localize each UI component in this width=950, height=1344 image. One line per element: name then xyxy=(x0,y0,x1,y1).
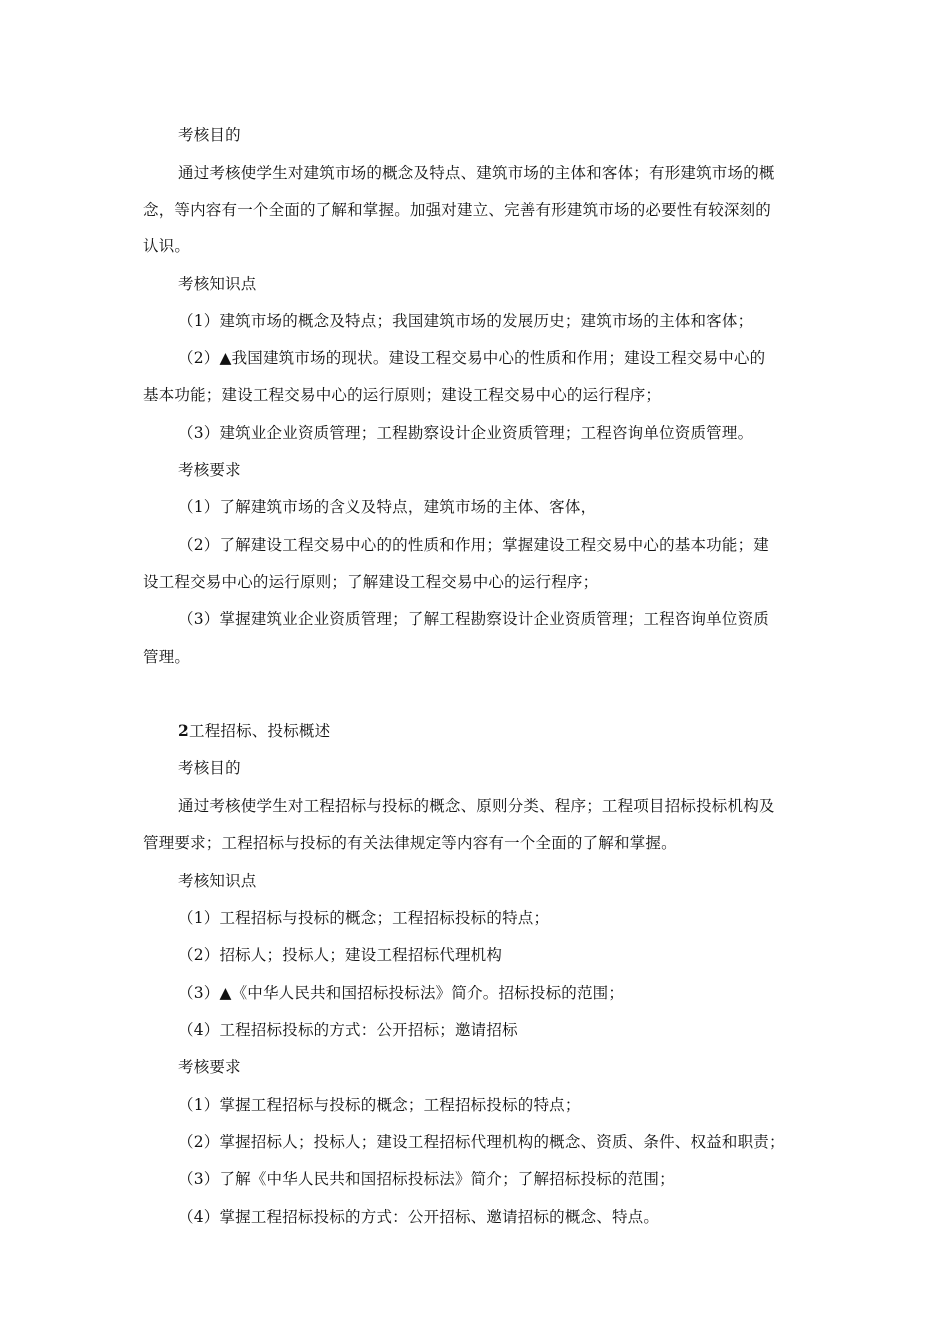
section-heading xyxy=(178,721,330,741)
knowledge-item: （4）工程招标投标的方式：公开招标；邀请招标 xyxy=(178,1021,518,1039)
goal-paragraph-line: 通过考核使学生对工程招标与投标的概念、原则分类、程序；工程项目招标投标机构及 xyxy=(178,797,775,815)
requirement-item: （3）了解《中华人民共和国招标投标法》简介；了解招标投标的范围； xyxy=(178,1170,675,1188)
knowledge-item: （1）工程招标与投标的概念；工程招标投标的特点； xyxy=(178,909,550,927)
requirement-item: （1）掌握工程招标与投标的概念；工程招标投标的特点； xyxy=(178,1096,581,1114)
goal-paragraph-line: 通过考核使学生对建筑市场的概念及特点、建筑市场的主体和客体；有形建筑市场的概 xyxy=(178,164,775,182)
goal-heading: 考核目的 xyxy=(178,126,241,144)
requirement-heading: 考核要求 xyxy=(178,1058,241,1076)
knowledge-item: （3）▲《中华人民共和国招标投标法》简介。招标投标的范围； xyxy=(178,984,625,1002)
requirement-item: （1）了解建筑市场的含义及特点，建筑市场的主体、客体， xyxy=(178,498,597,516)
requirement-item: （4）掌握工程招标投标的方式：公开招标、邀请招标的概念、特点。 xyxy=(178,1208,660,1226)
requirement-item: （2）了解建设工程交易中心的的性质和作用；掌握建设工程交易中心的基本功能；建 xyxy=(178,536,769,554)
knowledge-heading: 考核知识点 xyxy=(178,275,257,293)
requirement-item-continuation: 管理。 xyxy=(143,648,191,666)
requirement-item: （2）掌握招标人；投标人；建设工程招标代理机构的概念、资质、条件、权益和职责； xyxy=(178,1133,785,1151)
requirement-item: （3）掌握建筑业企业资质管理；了解工程勘察设计企业资质管理；工程咨询单位资质 xyxy=(178,610,769,628)
knowledge-item: （2）▲我国建筑市场的现状。建设工程交易中心的性质和作用；建设工程交易中心的 xyxy=(178,349,766,367)
goal-heading: 考核目的 xyxy=(178,759,241,777)
knowledge-item: （2）招标人；投标人；建设工程招标代理机构 xyxy=(178,946,503,964)
knowledge-item: （3）建筑业企业资质管理；工程勘察设计企业资质管理；工程咨询单位资质管理。 xyxy=(178,424,754,442)
knowledge-heading: 考核知识点 xyxy=(178,872,257,890)
knowledge-item: （1）建筑市场的概念及特点；我国建筑市场的发展历史；建筑市场的主体和客体； xyxy=(178,312,754,330)
requirement-heading: 考核要求 xyxy=(178,461,241,479)
goal-paragraph-line: 认识。 xyxy=(143,237,191,255)
goal-paragraph-line: 管理要求；工程招标与投标的有关法律规定等内容有一个全面的了解和掌握。 xyxy=(143,834,677,852)
section-title: 工程招标、投标概述 xyxy=(189,722,331,740)
section-number: 2 xyxy=(178,721,189,740)
requirement-item-continuation: 设工程交易中心的运行原则；了解建设工程交易中心的运行程序； xyxy=(143,573,599,591)
knowledge-item-continuation: 基本功能；建设工程交易中心的运行原则；建设工程交易中心的运行程序； xyxy=(143,386,662,404)
goal-paragraph-line: 念，等内容有一个全面的了解和掌握。加强对建立、完善有形建筑市场的必要性有较深刻的 xyxy=(143,201,772,219)
